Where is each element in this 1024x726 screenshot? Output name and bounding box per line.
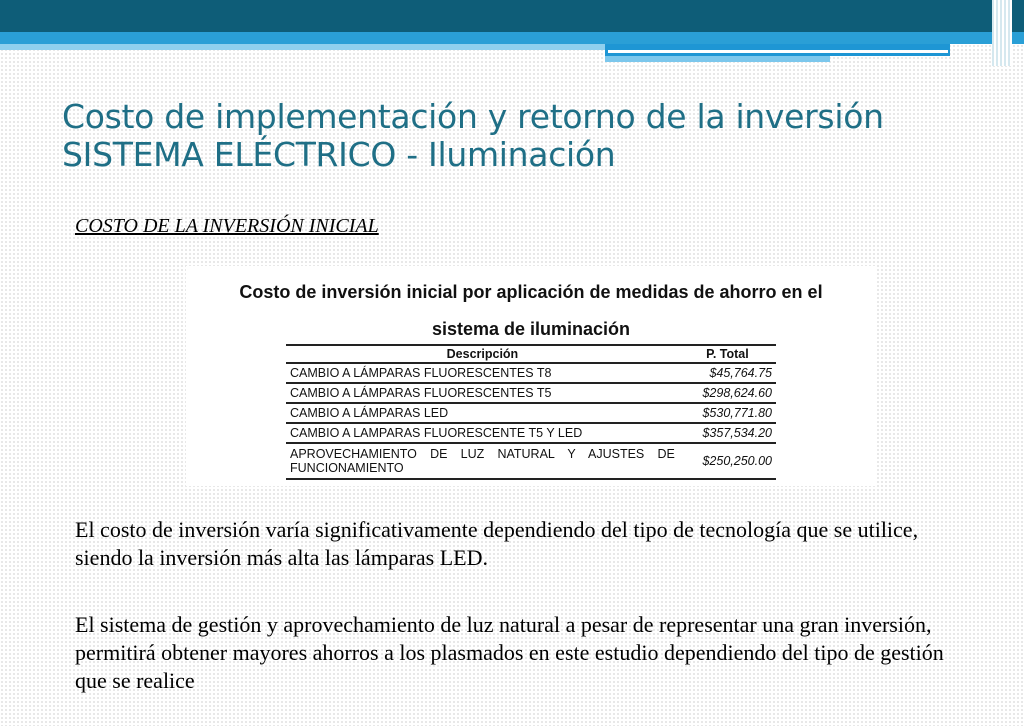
investment-table-figure	[186, 266, 876, 486]
header-decoration	[0, 0, 1024, 66]
paragraph-investment-variation: El costo de inversión varía significativamente dependiendo del tipo de tecnología que se utilice, siendo la inversión más alta las lámparas LED.	[75, 517, 919, 570]
header-band-pale	[0, 44, 605, 50]
row-total: $298,624.60	[679, 383, 776, 403]
figure-title	[186, 274, 876, 348]
header-band-dark	[0, 0, 1024, 32]
row-description: APROVECHAMIENTO DE LUZ NATURAL Y AJUSTES DE FUNCIONAMIENTO	[286, 443, 679, 479]
row-description: CAMBIO A LÁMPARAS FLUORESCENTES T8	[286, 363, 679, 383]
slide-title-line1: Costo de implementación y retorno de la inversión	[62, 97, 884, 136]
slide-title	[62, 98, 1002, 174]
header-band-step-small	[605, 56, 830, 62]
table-row	[286, 363, 776, 383]
slide-title-line2: SISTEMA ELÉCTRICO - Iluminación	[62, 135, 616, 174]
figure-title-line1: Costo de inversión inicial por aplicación de medidas de ahorro en el	[239, 282, 823, 302]
figure-title-line2: sistema de iluminación	[431, 319, 631, 339]
header-stripes	[992, 0, 1012, 66]
row-description: CAMBIO A LÁMPARAS FLUORESCENTES T5	[286, 383, 679, 403]
header-band-highlight	[608, 50, 948, 53]
table-header-row	[286, 345, 776, 363]
table-row	[286, 403, 776, 423]
section-subtitle: COSTO DE LA INVERSIÓN INICIAL	[75, 215, 379, 237]
row-description: CAMBIO A LAMPARAS FLUORESCENTE T5 Y LED	[286, 423, 679, 443]
row-total: $357,534.20	[679, 423, 776, 443]
table-row	[286, 423, 776, 443]
row-total: $530,771.80	[679, 403, 776, 423]
column-header-total: P. Total	[679, 345, 776, 363]
row-description: CAMBIO A LÁMPARAS LED	[286, 403, 679, 423]
paragraph-natural-light-management: El sistema de gestión y aprovechamiento de luz natural a pesar de representar una gran inversión, permitirá obtener mayores ahorros a los plasmados en este estudio dependiendo del tipo de gestión que se realice	[75, 612, 944, 693]
header-band-light	[0, 32, 1024, 44]
row-total: $250,250.00	[679, 443, 776, 479]
table-row	[286, 443, 776, 479]
table-row	[286, 383, 776, 403]
column-header-description: Descripción	[286, 345, 679, 363]
investment-table	[286, 344, 776, 480]
row-total: $45,764.75	[679, 363, 776, 383]
